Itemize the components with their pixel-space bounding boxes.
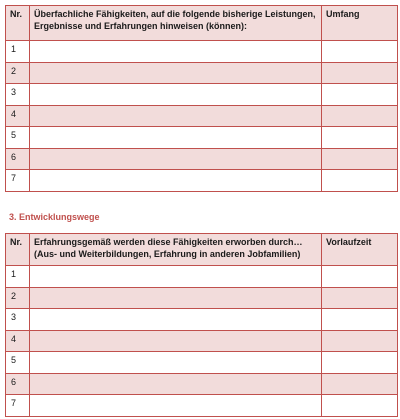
row-number: 7: [6, 170, 30, 192]
header-nr: Nr.: [6, 234, 30, 266]
table-row: [6, 148, 398, 170]
row-number: 5: [6, 352, 30, 374]
table-row: [6, 105, 398, 127]
skill-cell[interactable]: [30, 127, 322, 149]
row-number: 4: [6, 330, 30, 352]
table-row: [6, 41, 398, 63]
header-skills: [30, 6, 322, 41]
extent-cell[interactable]: [322, 148, 398, 170]
table-row: [6, 352, 398, 374]
lead-time-cell[interactable]: [322, 266, 398, 288]
table-row: [6, 309, 398, 331]
header-acquisition-line1: Erfahrungsgemäß werden diese Fähigkeiten erworben durch…: [34, 237, 303, 247]
skill-cell[interactable]: [30, 148, 322, 170]
acquisition-cell[interactable]: [30, 266, 322, 288]
acquisition-cell[interactable]: [30, 373, 322, 395]
skill-cell[interactable]: [30, 105, 322, 127]
lead-time-cell[interactable]: [322, 395, 398, 417]
acquisition-cell[interactable]: [30, 287, 322, 309]
extent-cell[interactable]: [322, 170, 398, 192]
extent-cell[interactable]: [322, 105, 398, 127]
lead-time-cell[interactable]: [322, 330, 398, 352]
acquisition-cell[interactable]: [30, 352, 322, 374]
header-acquisition: [30, 234, 322, 266]
skill-cell[interactable]: [30, 41, 322, 63]
header-extent: Umfang: [322, 6, 398, 41]
row-number: 6: [6, 373, 30, 395]
section-heading: 3. Entwicklungswege: [9, 212, 100, 222]
row-number: 3: [6, 84, 30, 106]
row-number: 7: [6, 395, 30, 417]
table-header-row: [6, 234, 398, 266]
skill-cell[interactable]: [30, 84, 322, 106]
row-number: 4: [6, 105, 30, 127]
row-number: 1: [6, 41, 30, 63]
skills-table: [5, 5, 398, 192]
extent-cell[interactable]: [322, 84, 398, 106]
row-number: 2: [6, 62, 30, 84]
lead-time-cell[interactable]: [322, 352, 398, 374]
skill-cell[interactable]: [30, 62, 322, 84]
row-number: 3: [6, 309, 30, 331]
lead-time-cell[interactable]: [322, 287, 398, 309]
header-nr: Nr.: [6, 6, 30, 41]
table-row: [6, 287, 398, 309]
acquisition-cell[interactable]: [30, 309, 322, 331]
header-skills-line2: Ergebnisse und Erfahrungen hinweisen (können):: [34, 21, 248, 31]
lead-time-cell[interactable]: [322, 309, 398, 331]
table-row: [6, 330, 398, 352]
table-row: [6, 373, 398, 395]
table-header-row: [6, 6, 398, 41]
extent-cell[interactable]: [322, 62, 398, 84]
table-row: [6, 266, 398, 288]
header-acquisition-line2: (Aus- und Weiterbildungen, Erfahrung in anderen Jobfamilien): [34, 249, 301, 259]
header-lead-time: Vorlaufzeit: [322, 234, 398, 266]
table-row: [6, 395, 398, 417]
table-row: [6, 170, 398, 192]
lead-time-cell[interactable]: [322, 373, 398, 395]
development-paths-table: [5, 233, 398, 417]
acquisition-cell[interactable]: [30, 395, 322, 417]
acquisition-cell[interactable]: [30, 330, 322, 352]
skill-cell[interactable]: [30, 170, 322, 192]
header-skills-line1: Überfachliche Fähigkeiten, auf die folgende bisherige Leistungen,: [34, 9, 316, 19]
row-number: 6: [6, 148, 30, 170]
extent-cell[interactable]: [322, 41, 398, 63]
table-row: [6, 127, 398, 149]
row-number: 5: [6, 127, 30, 149]
row-number: 2: [6, 287, 30, 309]
extent-cell[interactable]: [322, 127, 398, 149]
table-row: [6, 62, 398, 84]
table-row: [6, 84, 398, 106]
row-number: 1: [6, 266, 30, 288]
